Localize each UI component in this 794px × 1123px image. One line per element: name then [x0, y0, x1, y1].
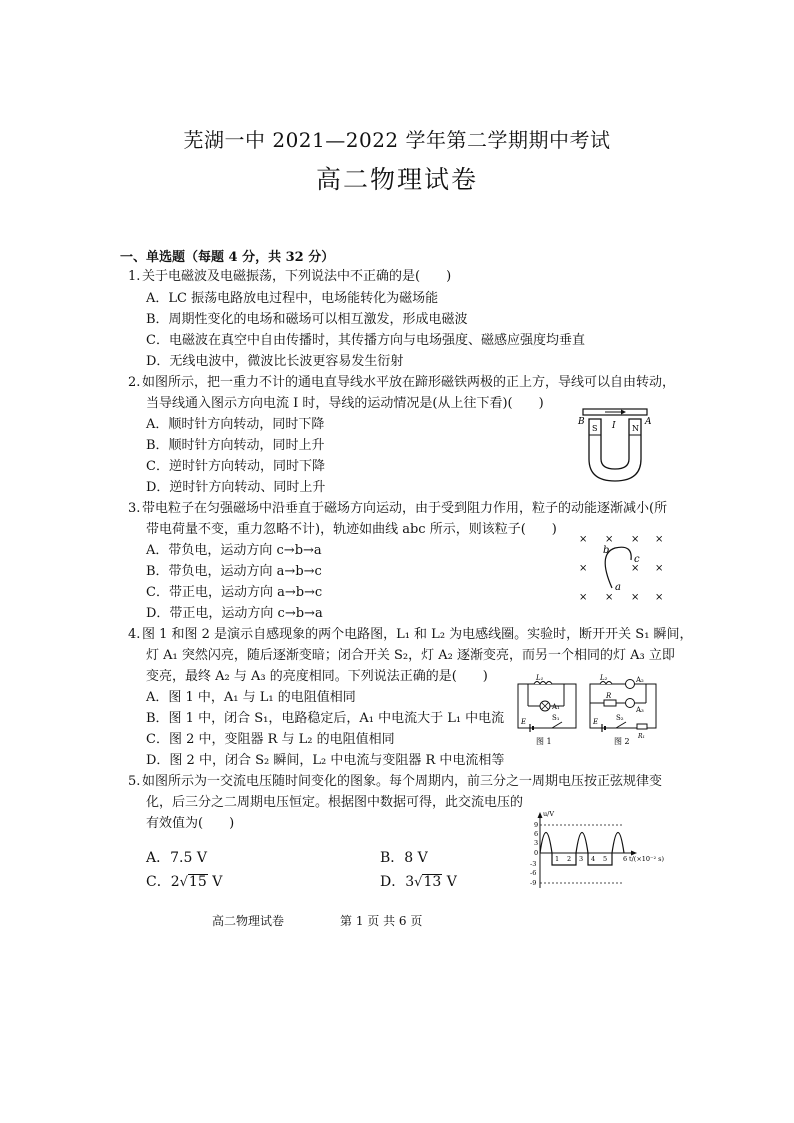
svg-text:×: × [605, 534, 614, 545]
question-number: 2. [128, 375, 141, 390]
label-a2: A₂ [636, 676, 644, 684]
svg-text:-6: -6 [530, 869, 537, 877]
exam-subtitle: 高二物理试卷 [315, 165, 478, 194]
svg-text:×: × [631, 563, 640, 574]
label-e: E [521, 718, 527, 726]
q3-option-b: B．带负电，运动方向 a→b→c [146, 564, 322, 579]
svg-text:×: × [655, 592, 664, 603]
magnetic-field-trajectory-figure [575, 530, 665, 610]
q3-option-a: A．带负电，运动方向 c→b→a [146, 543, 322, 558]
self-induction-circuits-figure [512, 672, 662, 750]
svg-text:×: × [605, 592, 614, 603]
footer-title: 高二物理试卷 [212, 914, 285, 928]
question-text: 如图所示为一交流电压随时间变化的图象。每个周期内，前三分之一周期电压按正弦规律变 [142, 774, 663, 789]
lamp-a2 [626, 680, 635, 689]
question-number: 1. [128, 269, 141, 284]
question-number: 5. [128, 774, 141, 789]
question-text-line: 有效值为( ) [146, 816, 235, 831]
question-text: 图 1 和图 2 是演示自感现象的两个电路图，L₁ 和 L₂ 为电感线圈。实验时，断开开关 S₁ 瞬间， [142, 627, 693, 642]
field-crosses [579, 534, 663, 603]
question-5 [128, 771, 662, 792]
label-l1: L₁ [536, 674, 544, 682]
question-text-line: 灯 A₁ 突然闪亮，随后逐渐变暗；闭合开关 S₂，灯 A₂ 逐渐变亮，而另一个相同的灯 A₃ 立即 [146, 648, 675, 663]
question-text-line: 带电荷量不变，重力忽略不计)，轨迹如曲线 abc 所示，则该粒子( ) [146, 522, 557, 537]
label-c: c [634, 554, 640, 565]
svg-text:×: × [655, 534, 664, 545]
svg-text:5: 5 [603, 855, 608, 863]
q1-option-b: B．周期性变化的电场和磁场可以相互激发，形成电磁波 [146, 312, 468, 327]
svg-text:t/(×10⁻² s): t/(×10⁻² s) [629, 855, 665, 863]
exam-title: 芜湖一中 2021—2022 学年第二学期期中考试 [183, 128, 611, 152]
question-text-line: 化，后三分之二周期电压恒定。根据图中数据可得，此交流电压的 [146, 795, 524, 810]
q2-option-b: B．顺时针方向转动，同时上升 [146, 438, 325, 453]
question-4 [128, 624, 693, 645]
label-a: a [615, 582, 621, 593]
q3-option-c: C．带正电，运动方向 a→b→c [146, 585, 323, 600]
svg-text:3: 3 [534, 839, 539, 847]
question-number: 4. [128, 627, 141, 642]
label-fig1: 图 1 [536, 737, 552, 746]
question-text-line: 变亮，最终 A₂ 与 A₃ 的亮度相同。下列说法正确的是( ) [146, 669, 488, 684]
question-2 [128, 372, 675, 393]
q4-option-a: A．图 1 中，A₁ 与 L₁ 的电阻值相同 [146, 690, 356, 705]
label-b: b [603, 545, 610, 556]
question-number: 3. [128, 501, 141, 516]
switch-s1 [552, 722, 562, 728]
svg-text:9: 9 [534, 821, 539, 829]
q5-option-b: B．8 V [380, 850, 428, 866]
svg-text:u/V: u/V [543, 810, 555, 818]
svg-text:×: × [579, 534, 588, 545]
label-r: R [606, 692, 612, 700]
question-1 [128, 266, 451, 287]
lamp-a3 [626, 699, 635, 708]
q4-option-b: B．图 1 中，闭合 S₁，电路稳定后，A₁ 中电流大于 L₁ 中电流 [146, 711, 505, 726]
svg-text:-9: -9 [530, 879, 537, 887]
label-i: I [612, 421, 616, 431]
q3-option-d: D．带正电，运动方向 c→b→a [146, 606, 323, 621]
svg-text:×: × [579, 592, 588, 603]
svg-text:3: 3 [579, 855, 584, 863]
label-b: B [578, 417, 585, 427]
q4-option-d: D．图 2 中，闭合 S₂ 瞬间，L₂ 中电流与变阻器 R 中电流相等 [146, 753, 505, 768]
svg-text:2: 2 [567, 855, 572, 863]
q2-option-c: C．逆时针方向转动，同时下降 [146, 459, 325, 474]
q5-option-a: A．7.5 V [146, 850, 207, 866]
label-e: E [593, 718, 599, 726]
svg-text:×: × [655, 563, 664, 574]
svg-text:×: × [579, 563, 588, 574]
sqrt-radicand: 15 [188, 874, 207, 890]
q2-option-a: A．顺时针方向转动，同时下降 [146, 417, 325, 432]
label-l2: L₂ [600, 674, 608, 682]
svg-text:6: 6 [534, 830, 539, 838]
question-text: 如图所示，把一重力不计的通电直导线水平放在蹄形磁铁两极的正上方，导线可以自由转动， [142, 375, 676, 390]
svg-text:0: 0 [534, 849, 539, 857]
axis-tick-labels [530, 810, 664, 887]
svg-text:×: × [631, 534, 640, 545]
svg-text:-3: -3 [530, 860, 537, 868]
q2-option-d: D．逆时针方向转动、同时上升 [146, 480, 326, 495]
switch-s2 [616, 722, 626, 728]
svg-text:×: × [631, 592, 640, 603]
q5-option-c: C．2√15 V [146, 874, 223, 890]
svg-text:6: 6 [623, 855, 628, 863]
q4-option-c: C．图 2 中，变阻器 R 与 L₂ 的电阻值相同 [146, 732, 395, 747]
horseshoe-magnet-figure [575, 403, 655, 485]
label-s1: S₁ [552, 714, 560, 722]
label-r1: R₁ [638, 733, 645, 740]
question-text: 关于电磁波及电磁振荡，下列说法中不正确的是( ) [142, 269, 452, 284]
label-s2: S₂ [616, 714, 624, 722]
q5-option-d: D．3√13 V [380, 874, 457, 890]
question-3 [128, 498, 667, 519]
question-text: 带电粒子在匀强磁场中沿垂直于磁场方向运动，由于受到阻力作用，粒子的动能逐渐减小(所 [142, 501, 668, 516]
section-heading: 一、单选题（每题 4 分，共 32 分） [120, 250, 335, 265]
label-s: S [592, 424, 598, 433]
label-n: N [632, 424, 639, 433]
q1-option-c: C．电磁波在真空中自由传播时，其传播方向与电场强度、磁感应强度均垂直 [146, 333, 585, 348]
q1-option-a: A．LC 振荡电路放电过程中，电场能转化为磁场能 [146, 291, 439, 306]
resistor-r1 [637, 724, 647, 729]
label-a3: A₃ [636, 706, 644, 714]
q1-option-d: D．无线电波中，微波比长波更容易发生衍射 [146, 354, 404, 369]
resistor-r [604, 700, 616, 706]
label-fig2: 图 2 [614, 737, 630, 746]
ac-voltage-graph [522, 808, 682, 890]
svg-text:1: 1 [555, 855, 560, 863]
svg-text:4: 4 [591, 855, 596, 863]
sqrt-radicand: 13 [423, 874, 442, 890]
question-text-line: 当导线通入图示方向电流 I 时，导线的运动情况是(从上往下看)( ) [146, 396, 544, 411]
label-a: A [645, 417, 652, 427]
footer-page-number: 第 1 页 共 6 页 [340, 914, 423, 928]
label-a1: A₁ [552, 703, 560, 711]
